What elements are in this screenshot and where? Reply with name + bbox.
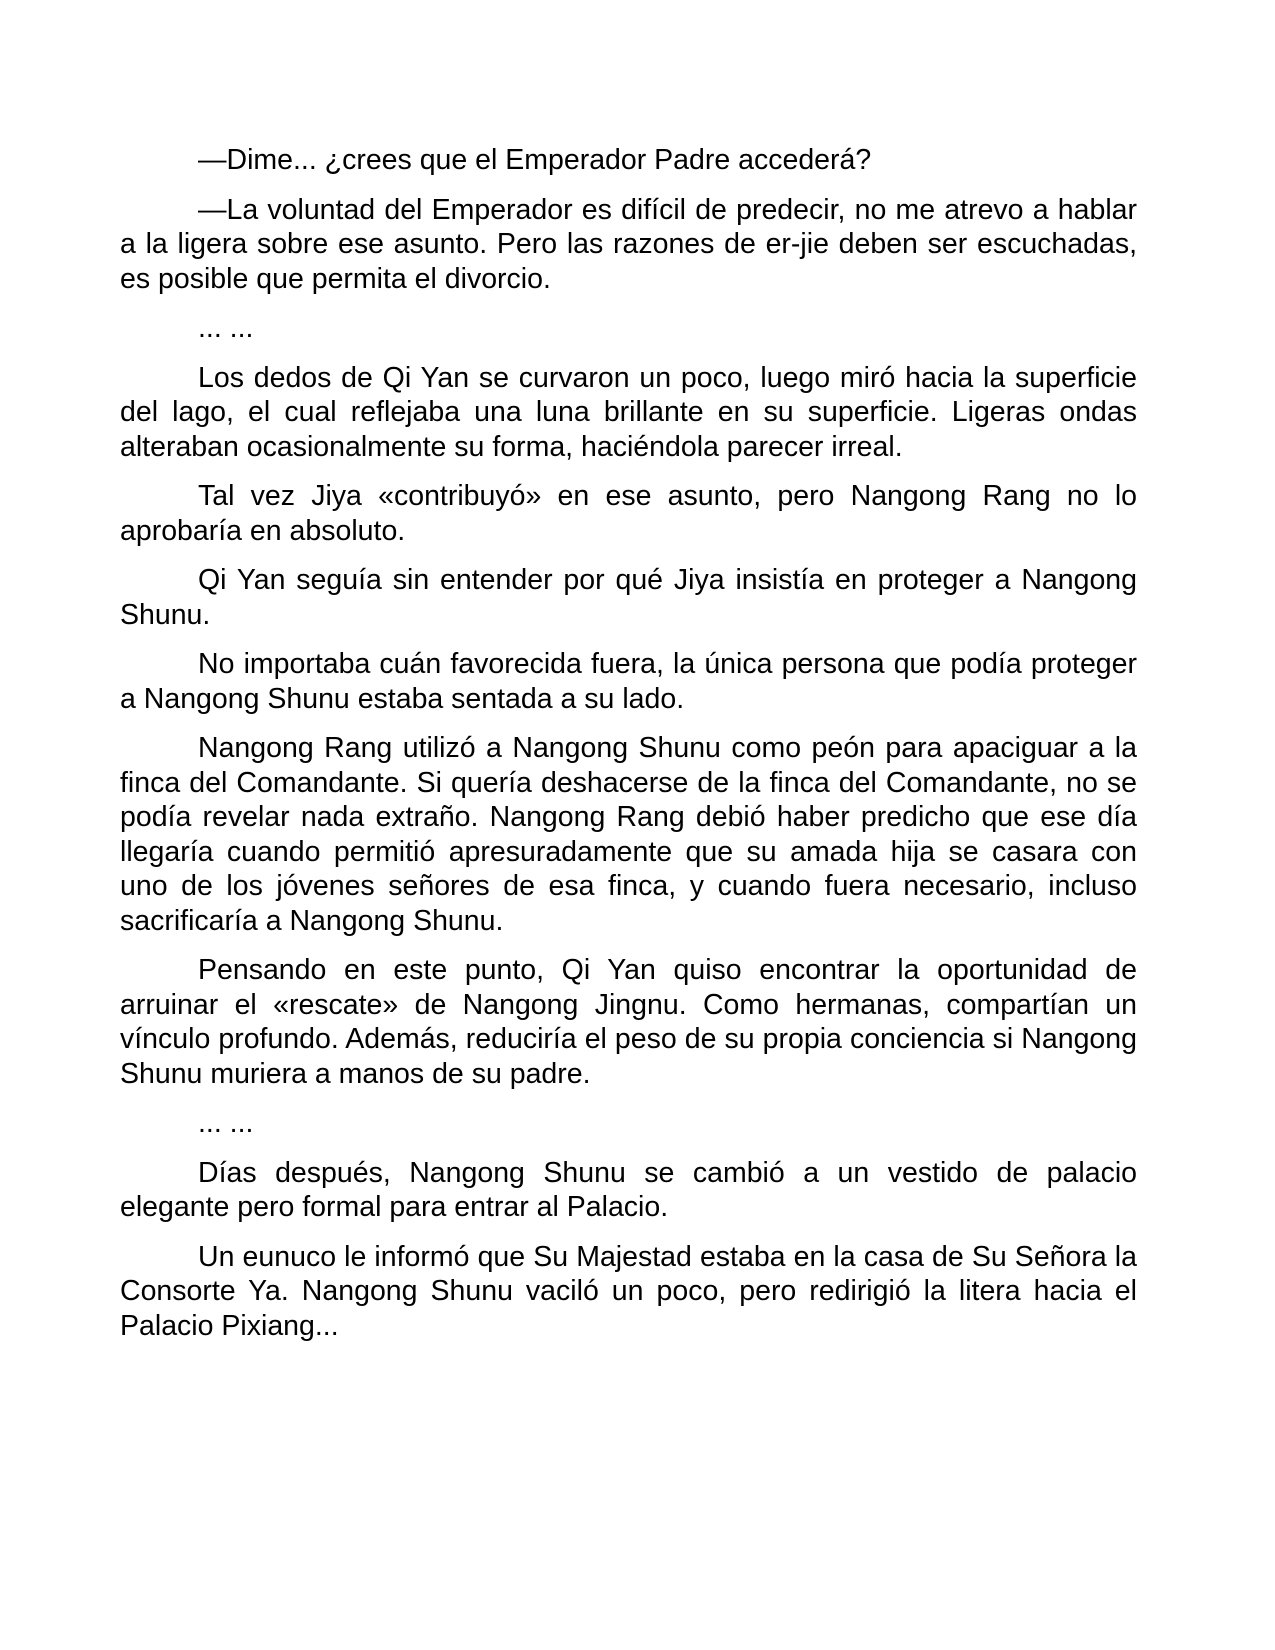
document-page [120, 143, 1137, 1358]
narrative-paragraph: No importaba cuán favorecida fuera, la única persona que podía proteger a Nangong Shunu estaba sentada a su lado. [120, 648, 1137, 715]
narrative-paragraph: Nangong Rang utilizó a Nangong Shunu como peón para apaciguar a la finca del Comandante. Si quería deshacerse de la finca del Comandante, no se podía revelar nada extraño. Nangong Rang debió haber predicho que ese día llegaría cuando permitió apresuradamente que su amada hija se casara con uno de los jóvenes señores de esa finca, y cuando fuera necesario, incluso sacrificaría a Nangong Shunu. [120, 732, 1137, 937]
scene-break: ... ... [198, 1107, 254, 1139]
dialogue-paragraph: —La voluntad del Emperador es difícil de predecir, no me atrevo a hablar a la ligera sobre ese asunto. Pero las razones de er-jie deben ser escuchadas, es posible que permita el divorcio. [120, 193, 1137, 295]
narrative-paragraph: Pensando en este punto, Qi Yan quiso encontrar la oportunidad de arruinar el «rescate» de Nangong Jingnu. Como hermanas, compartían un vínculo profundo. Además, reduciría el peso de su propia conciencia si Nangong Shunu muriera a manos de su padre. [120, 954, 1137, 1090]
narrative-paragraph: Un eunuco le informó que Su Majestad estaba en la casa de Su Señora la Consorte Ya. Nangong Shunu vaciló un poco, pero redirigió la litera hacia el Palacio Pixiang... [120, 1240, 1137, 1342]
scene-break: ... ... [198, 312, 254, 344]
narrative-paragraph: Días después, Nangong Shunu se cambió a un vestido de palacio elegante pero formal para entrar al Palacio. [120, 1156, 1137, 1223]
narrative-paragraph: Qi Yan seguía sin entender por qué Jiya insistía en proteger a Nangong Shunu. [120, 564, 1137, 631]
narrative-paragraph: Los dedos de Qi Yan se curvaron un poco, luego miró hacia la superficie del lago, el cual reflejaba una luna brillante en su superficie. Ligeras ondas alteraban ocasionalmente su forma, haciéndola parecer irreal. [120, 361, 1137, 463]
narrative-paragraph: Tal vez Jiya «contribuyó» en ese asunto, pero Nangong Rang no lo aprobaría en absoluto. [120, 480, 1137, 547]
dialogue-paragraph: —Dime... ¿crees que el Emperador Padre accederá? [198, 144, 872, 176]
